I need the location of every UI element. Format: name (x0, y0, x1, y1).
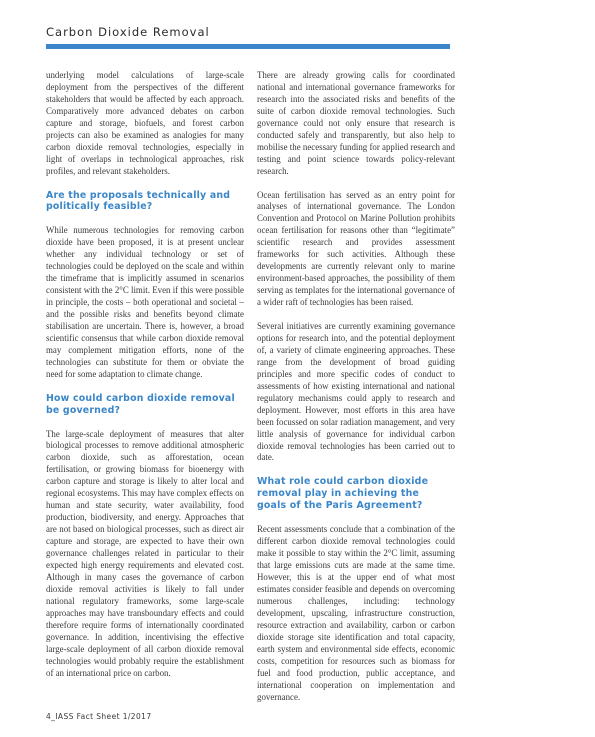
paragraph: Several initiatives are currently examining governance options for research into, and the potential deployment of, a variety of climate engineering approaches. These range from the development of broad guiding principles and more specific codes of conduct to assessments of how existing international and national regulatory mechanisms could apply to research and deployment. However, most efforts in this area have been focussed on solar radiation management, and very little analysis of governance for individual carbon dioxide removal technologies has been carried out to date. (257, 320, 455, 463)
section-heading-paris-agreement (257, 476, 455, 512)
heading-line: Are the proposals technically and (46, 189, 231, 201)
left-column (46, 70, 244, 691)
paragraph: underlying model calculations of large-scale deployment from the perspectives of the different stakeholders that would be affected by each approach. Comparatively more advanced debates on carbon capture and storage, biofuels, and forest carbon projects can also be examined as analogies for many carbon dioxide removal technologies, especially in light of overlaps in technological approaches, risk profiles, and relevant stakeholders. (46, 70, 244, 176)
heading-line: politically feasible? (46, 201, 153, 213)
paragraph: The large-scale deployment of measures that alter biological processes to remove additional atmospheric carbon dioxide, such as afforestation, ocean fertilisation, or growing biomass for bioenergy with carbon capture and storage is likely to alter local and regional ecosystems. This may have complex effects on human and state security, water availability, food production, biodiversity, and energy. Approaches that are not based on biological processes, such as direct air capture and storage, are expected to have their own governance challenges related in particular to their expected high energy requirements and elevated cost. Although in many cases the governance of carbon dioxide removal activities is likely to fall under national regulatory frameworks, some large-scale approaches may have transboundary effects and could therefore require forms of internationally coordinated governance. In addition, incentivising the effective large-scale deployment of all carbon dioxide removal technologies would probably require the establishment of an international price on carbon. (46, 428, 244, 678)
paragraph: Recent assessments conclude that a combination of the different carbon dioxide removal technologies could make it possible to stay within the 2°C limit, assuming that large emissions cuts are made at the same time. However, this is at the upper end of what most estimates consider feasible and depends on overcoming numerous challenges, including: technology development, upscaling, infrastructure construction, resource extraction and availability, carbon or carbon dioxide storage site identification and total capacity, earth system and environmental side effects, economic costs, competition for resources such as biomass for fuel and food production, public acceptance, and international cooperation on implementation and governance. (257, 524, 455, 702)
section-heading-governance (46, 393, 244, 417)
paragraph: While numerous technologies for removing carbon dioxide have been proposed, it is at present unclear whether any individual technology or set of technologies could be deployed on the scale and within the timeframe that is implicitly assumed in scenarios consistent with the 2°C limit. Even if this were possible in principle, the costs – both operational and societal – and the possible risks and benefits beyond climate stabilisation are uncertain. There is, however, a broad scientific consensus that while carbon dioxide removal may complement mitigation efforts, none of the technologies can substitute for them or obviate the need for some adaptation to climate change. (46, 225, 244, 379)
heading-line: be governed? (46, 404, 121, 416)
heading-line: What role could carbon dioxide (257, 476, 429, 488)
heading-line: removal play in achieving the (257, 488, 420, 500)
right-column (257, 70, 455, 715)
section-heading-feasibility (46, 190, 244, 214)
header-title: Carbon Dioxide Removal (46, 25, 210, 39)
heading-line: goals of the Paris Agreement? (257, 500, 423, 512)
footer-page-label: 4_IASS Fact Sheet 1/2017 (46, 712, 152, 721)
heading-line: How could carbon dioxide removal (46, 392, 235, 404)
paragraph: There are already growing calls for coordinated national and international governance frameworks for research into the associated risks and benefits of the suite of carbon dioxide removal technologies. Such governance could not only ensure that research is conducted safely and transparently, but also help to mobilise the necessary funding for applied research and testing and point science towards policy-relevant research. (257, 70, 455, 176)
paragraph: Ocean fertilisation has served as an entry point for analyses of international governance. The London Convention and Protocol on Marine Pollution prohibits ocean fertilisation for reasons other than “legitimate” scientific research and provides assessment frameworks for such activities. Although these developments are currently relevant only to marine environment-based approaches, the possibility of them serving as templates for the international governance of a wider raft of technologies has been raised. (257, 189, 455, 308)
header-rule (46, 44, 450, 49)
